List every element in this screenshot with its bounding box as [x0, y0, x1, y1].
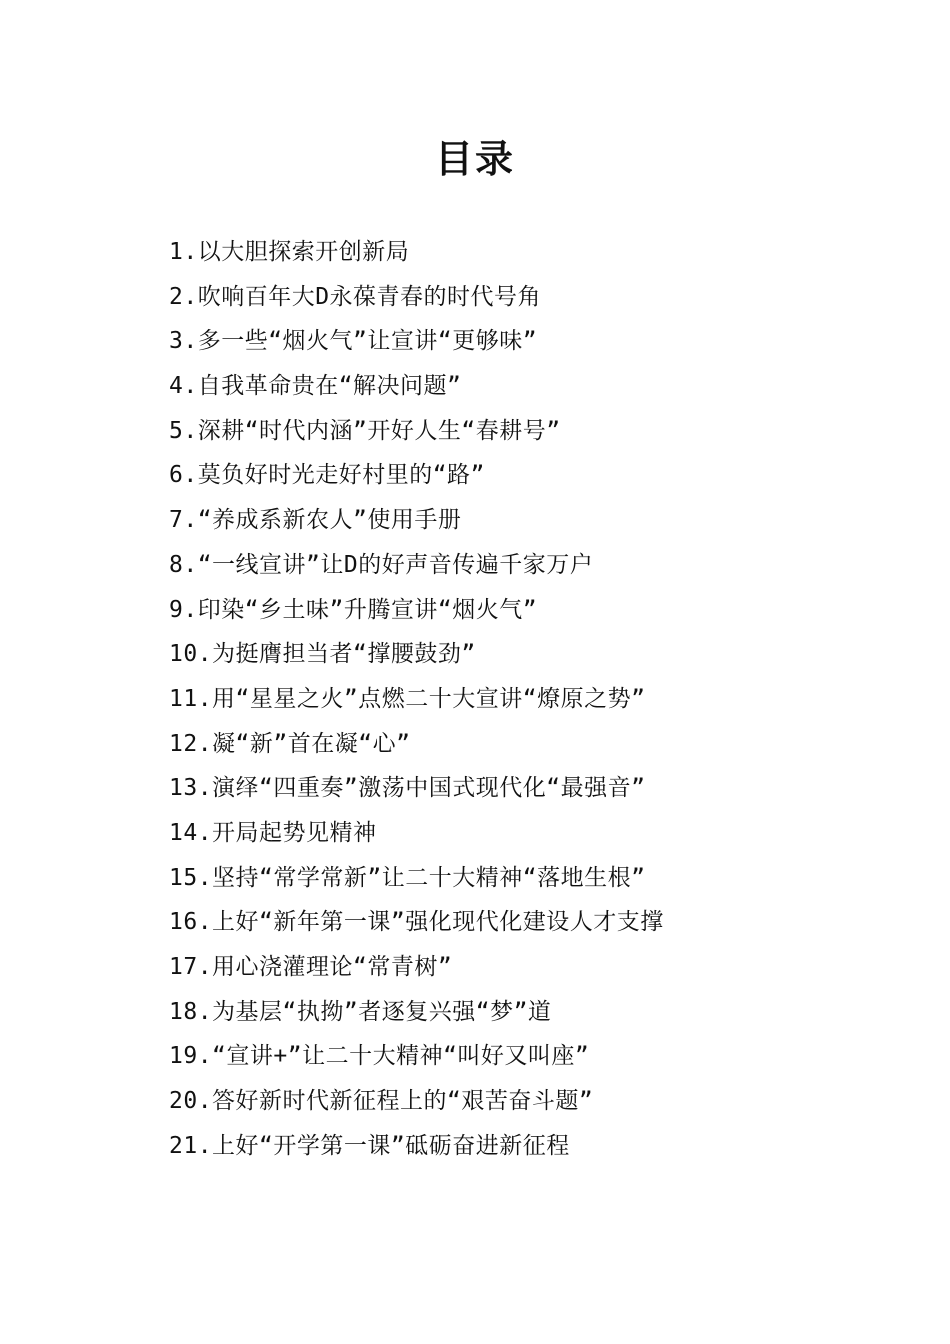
page-title: 目录 [434, 136, 515, 181]
toc-item-16: 16.上好“新年第一课”强化现代化建设人才支撑 [169, 909, 664, 936]
toc-item-1: 1.以大胆探索开创新局 [169, 239, 410, 265]
toc-item-21: 21.上好“开学第一课”砥砺奋进新征程 [169, 1132, 570, 1159]
toc-item-3: 3.多一些“烟火气”让宣讲“更够味” [169, 328, 538, 355]
toc-item-10: 10.为挺膺担当者“撑腰鼓劲” [169, 641, 476, 668]
toc-item-18: 18.为基层“执拗”者逐复兴强“梦”道 [169, 998, 552, 1025]
toc-item-11: 11.用“星星之火”点燃二十大宣讲“燎原之势” [169, 685, 646, 712]
toc-item-4: 4.自我革命贵在“解决问题” [169, 373, 462, 400]
toc-item-2: 2.吹响百年大D永葆青春的时代号角 [169, 283, 542, 310]
toc-item-6: 6.莫负好时光走好村里的“路” [169, 462, 485, 489]
toc-item-15: 15.坚持“常学常新”让二十大精神“落地生根” [169, 864, 646, 891]
toc-item-13: 13.演绎“四重奏”激荡中国式现代化“最强音” [169, 775, 646, 802]
toc-item-14: 14.开局起势见精神 [169, 819, 377, 846]
toc-item-9: 9.印染“乡土味”升腾宣讲“烟火气” [169, 596, 538, 623]
toc-item-19: 19.“宣讲+”让二十大精神“叫好又叫座” [169, 1043, 590, 1070]
toc-item-20: 20.答好新时代新征程上的“艰苦奋斗题” [169, 1088, 594, 1115]
toc-item-5: 5.深耕“时代内涵”开好人生“春耕号” [169, 417, 561, 444]
toc-item-17: 17.用心浇灌理论“常青树” [169, 954, 453, 980]
toc-item-12: 12.凝“新”首在凝“心” [169, 730, 411, 757]
toc-item-8: 8.“一线宣讲”让D的好声音传遍千家万户 [169, 551, 594, 578]
toc-item-7: 7.“养成系新农人”使用手册 [169, 507, 462, 534]
table-of-contents [169, 230, 869, 1168]
